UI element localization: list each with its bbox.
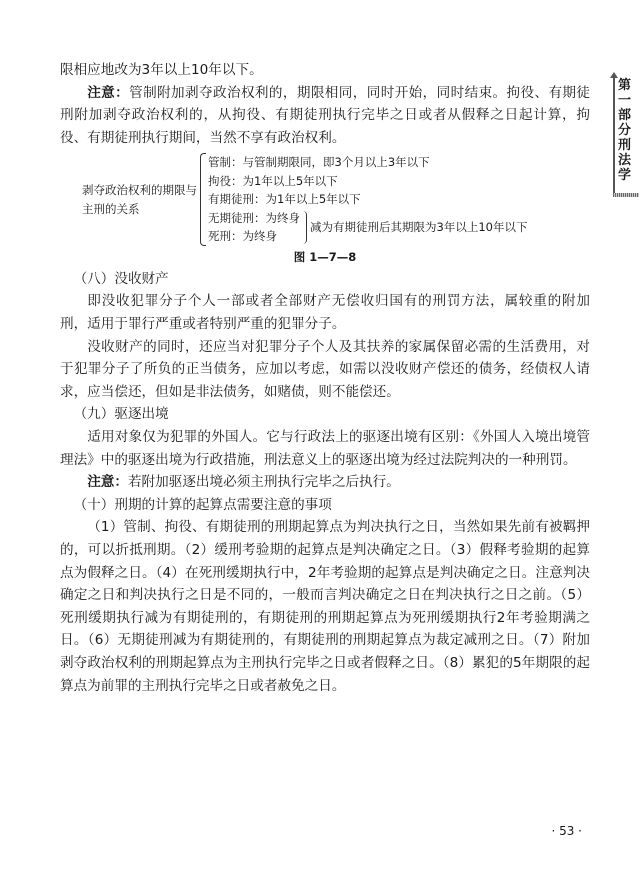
paragraph: （1）管制、拘役、有期徒刑的刑期起算点为判决执行之日，当然如果先前有被羁押的，可以折抵刑期。（2）缓刑考验期的起算点是判决确定之日。（3）假释考验期的起算点为假释之日。（4）在死刑缓期执行中，2年考验期的起算点是判决确定之日。注意判决确定之日和判决执行之日是不同的，一般而言判决确定之日在判决执行之日之前。（5）死刑缓期执行减为有期徒刑的，有期徒刑的刑期起算点为死刑缓期执行2年考验期满之日。（6）无期徒刑减为有期徒刑的，有期徒刑的刑期起算点为裁定减刑之日。（7）附加剥夺政治权利的刑期起算点为主刑执行完毕之日或者假释之日。（8）累犯的5年期限的起算点为前罪的主刑执行完毕之日或者赦免之日。 [60, 519, 590, 694]
figure-caption: 图 1—7—8 [293, 249, 357, 264]
note-paragraph [60, 471, 590, 494]
paragraph: 没收财产的同时，还应当对犯罪分子个人及其扶养的家属保留必需的生活费用，对于犯罪分子了所负的正当债务，应加以考虑，如需以没收财产偿还的债务，经债权人请求，应当偿还，但如是非法债务，如赌债，则不能偿还。 [60, 338, 590, 400]
brace [200, 153, 206, 246]
paragraph: 限相应地改为3年以上10年以下。 [60, 62, 263, 78]
diagram-item: 无期徒刑：为终身 [208, 210, 300, 225]
paragraph: 适用对象仅为犯罪的外国人。它与行政法上的驱逐出境有区别：《外国人入境出境管理法》中的驱逐出境为行政措施，刑法意义上的驱逐出境为经过法院判决的一种刑罚。 [60, 429, 590, 468]
section-heading: （八）没收财产 [73, 270, 169, 287]
diagram-subitems [208, 209, 300, 246]
diagram-items [208, 153, 527, 246]
page-number: · 53 · [551, 824, 582, 838]
diagram-item: 死刑：为终身 [208, 229, 277, 244]
side-tab-foot [613, 193, 639, 197]
diagram-item: 有期徒刑：为1年以上5年以下 [208, 192, 361, 207]
page-content [60, 59, 590, 839]
diagram-root: 剥夺政治权利的期限与主刑的关系 [82, 183, 197, 216]
note-text: 若附加驱逐出境必须主刑执行完毕之后执行。 [127, 474, 400, 491]
diagram [82, 153, 590, 246]
note-lead: 注意： [87, 84, 130, 101]
section-heading: （九）驱逐出境 [73, 406, 169, 423]
diagram-branches [200, 153, 527, 246]
side-tab-label: 第一部分 刑法学 [618, 78, 632, 183]
note-paragraph [60, 82, 590, 150]
side-tab [610, 72, 640, 200]
note-text: 管制附加剥夺政治权利的，期限相同，同时开始，同时结束。拘役、有期徒刑附加剥夺政治权利的，从拘役、有期徒刑执行完毕之日或者从假释之日起计算，拘役、有期徒刑执行期间，当然不享有政治权利。 [60, 84, 591, 146]
brace [302, 211, 307, 244]
top-text [60, 59, 590, 149]
note-lead: 注意： [87, 474, 128, 491]
diagram-note: 减为有期徒刑后其期限为3年以上10年以下 [310, 220, 528, 235]
side-tab-rule [613, 77, 615, 195]
section-heading: （十）刑期的计算的起算点需要注意的事项 [73, 496, 332, 513]
diagram-subgroup [208, 209, 527, 246]
body-text [60, 268, 590, 697]
paragraph: 即没收犯罪分子个人一部或者全部财产无偿收归国有的刑罚方法，属较重的附加刑，适用于罪行严重或者特别严重的犯罪分子。 [60, 293, 590, 333]
diagram-item: 拘役：为1年以上5年以下 [208, 173, 338, 188]
diagram-item: 管制：与管制期限同，即3个月以上3年以下 [208, 155, 430, 170]
